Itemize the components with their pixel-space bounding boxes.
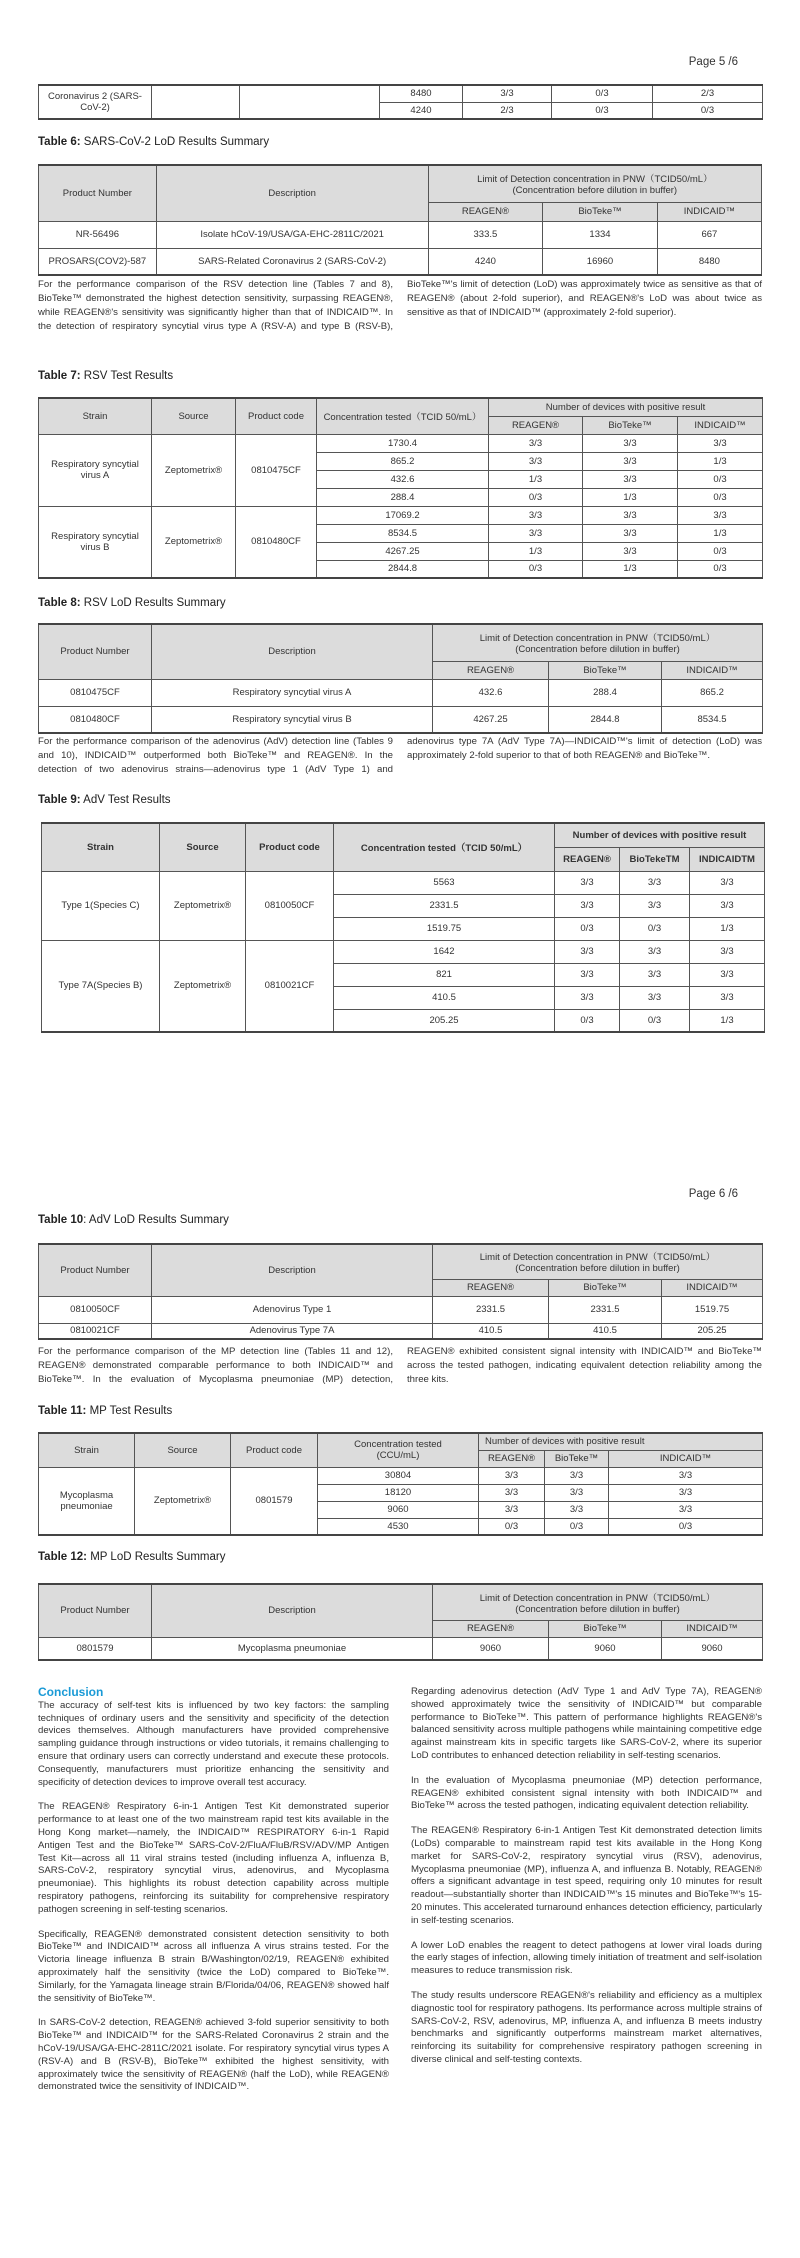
code-cell: 0810021CF — [246, 940, 334, 1032]
bioteke-cell: 3/3 — [620, 871, 690, 894]
reagen-cell: 0/3 — [489, 488, 583, 506]
header-reagen: REAGEN® — [428, 202, 543, 221]
indicaid-cell: 8480 — [657, 248, 761, 275]
header-bioteke: BioTeke™ — [543, 202, 658, 221]
caption-text: AdV Test Results — [80, 794, 171, 806]
source-cell: Zeptometrix® — [160, 871, 246, 940]
bioteke-cell: 0/3 — [620, 1009, 690, 1032]
reagen-cell: 2331.5 — [433, 1296, 549, 1323]
conc-cell: 8480 — [380, 85, 463, 102]
rsv-comparison-paragraph: For the performance comparison of the RSV detection line (Tables 7 and 8), BioTeke™ demonstrated the highest detection sensitivity, surpassing REAGEN®, while REAGEN®'s sensitivity was significantly higher than that of INDICAID™. In the detection of respiratory syncytial virus type A (RSV-A) and type B (RSV-B), BioTeke™'s limit of detection (LoD) was approximately twice as sensitive as that of REAGEN® (about 2-fold superior), and REAGEN®'s LoD was about twice as sensitive as that of INDICAID™ (approximately 2-fold superior). — [38, 279, 762, 332]
lod-line1: Limit of Detection concentration in PNW（TCID50/mL） — [479, 1592, 716, 1604]
source-cell: Zeptometrix® — [152, 434, 236, 506]
reagen-cell: 432.6 — [433, 679, 549, 706]
bioteke-cell: 288.4 — [549, 679, 662, 706]
header-lod — [428, 165, 761, 202]
reagen-cell: 3/3 — [479, 1484, 545, 1501]
reagen-cell: 3/3 — [555, 986, 620, 1009]
header-lod — [433, 624, 763, 661]
conclusion-paragraph: The accuracy of self-test kits is influenced by two key factors: the sampling techniques of ordinary users and the sensitivity and specificity of the detection devices themselves. Although manufacturers have provided comprehensive sampling guidance through instructions or video tutorials, it remains challenging to ensure that ordinary users can correctly understand and execute these protocols. Consequently, manufacturers must prioritize enhancing the sensitivity and specificity of detection devices to improve overall test accuracy. — [38, 1699, 389, 1788]
bioteke-cell: 1/3 — [583, 488, 678, 506]
bioteke-cell: 0/3 — [620, 917, 690, 940]
indicaid-cell: 3/3 — [609, 1467, 763, 1484]
conclusion-paragraph: In SARS-CoV-2 detection, REAGEN® achieved 3-fold superior sensitivity to both BioTeke™ and INDICAID™ for the SARS-Related Coronavirus 2 strain and the hCoV-19/USA/GA-EHC-2811C/2021 isolate. For respiratory syncytial virus types A (RSV-A) and B (RSV-B), BioTeke™ exhibited the highest sensitivity, with approximately twice the sensitivity of REAGEN® (half the LoD), while REAGEN® demonstrated twice the sensitivity of INDICAID™. — [38, 2017, 389, 2093]
table-8-caption — [38, 597, 226, 609]
indicaid-cell: 3/3 — [690, 940, 765, 963]
reagen-cell: 0/3 — [555, 917, 620, 940]
bioteke-cell: 3/3 — [583, 506, 678, 524]
header-product-number: Product Number — [39, 1584, 152, 1637]
conc-cell: 1730.4 — [317, 434, 489, 452]
header-product-code: Product code — [236, 398, 317, 434]
reagen-cell: 0/3 — [555, 1009, 620, 1032]
page-number: Page 6 /6 — [688, 1188, 738, 1200]
reagen-cell: 410.5 — [433, 1323, 549, 1339]
bioteke-cell: 2844.8 — [549, 706, 662, 733]
bioteke-cell: 1/3 — [583, 560, 678, 578]
code-cell: 0810050CF — [246, 871, 334, 940]
header-bioteke: BioTeke™ — [549, 1279, 662, 1296]
header-indicaid: INDICAID™ — [662, 1279, 763, 1296]
code-cell — [240, 85, 380, 119]
header-reagen: REAGEN® — [555, 847, 620, 871]
description-cell: Respiratory syncytial virus A — [152, 679, 433, 706]
reagen-cell: 3/3 — [489, 452, 583, 470]
header-product-code: Product code — [231, 1433, 318, 1467]
table-12 — [38, 1583, 763, 1661]
indicaid-cell: 8534.5 — [662, 706, 763, 733]
conclusion-paragraph: Specifically, REAGEN® demonstrated consistent detection sensitivity to both BioTeke™ and INDICAID™ across all influenza A virus strains tested. For the Victoria lineage influenza B strain B/Washington/02/19, REAGEN® exhibited approximately half the sensitivity (twice the LoD) compared to BioTeke™. Similarly, for the Yamagata lineage strain B/Florida/04/06, REAGEN® showed half the sensitivity of BioTeke™. — [38, 1928, 389, 2004]
conc-cell: 9060 — [318, 1501, 479, 1518]
header-reagen: REAGEN® — [479, 1450, 545, 1467]
strain-cell: Type 1(Species C) — [42, 871, 160, 940]
strain-cell: Coronavirus 2 (SARS-CoV-2) — [39, 85, 152, 119]
bioteke-cell: 3/3 — [545, 1484, 609, 1501]
product-cell: 0810480CF — [39, 706, 152, 733]
bioteke-cell: 410.5 — [549, 1323, 662, 1339]
table-11 — [38, 1432, 763, 1536]
indicaid-cell: 667 — [657, 221, 761, 248]
bioteke-cell: 3/3 — [583, 524, 678, 542]
table-7 — [38, 397, 763, 579]
reagen-cell: 4267.25 — [433, 706, 549, 733]
caption-label: Table 12: — [38, 1551, 87, 1563]
table-7-caption — [38, 370, 173, 382]
reagen-cell: 3/3 — [479, 1467, 545, 1484]
header-description: Description — [152, 1244, 433, 1296]
bioteke-cell: 1334 — [543, 221, 658, 248]
conc-cell: 410.5 — [334, 986, 555, 1009]
lod-line1: Limit of Detection concentration in PNW（TCID50/mL） — [477, 174, 713, 186]
product-cell: PROSARS(COV2)-587 — [39, 248, 157, 275]
product-cell: NR-56496 — [39, 221, 157, 248]
header-indicaid: INDICAID™ — [662, 661, 763, 679]
header-strain: Strain — [39, 1433, 135, 1467]
header-source: Source — [160, 823, 246, 871]
reagen-cell: 1/3 — [489, 470, 583, 488]
conc-cell: 1642 — [334, 940, 555, 963]
table-9 — [41, 822, 765, 1033]
table-12-caption — [38, 1551, 225, 1563]
header-positive: Number of devices with positive result — [489, 398, 763, 416]
table-8 — [38, 623, 763, 734]
table-5-continued — [38, 84, 763, 120]
indicaid-cell: 0/3 — [653, 102, 763, 119]
header-product-number: Product Number — [39, 165, 157, 221]
caption-text: SARS-CoV-2 LoD Results Summary — [80, 136, 270, 148]
conc-line2: (CCU/mL) — [376, 1450, 420, 1462]
strain-cell: Type 7A(Species B) — [42, 940, 160, 1032]
table-row — [39, 1467, 763, 1484]
conclusion-paragraph: A lower LoD enables the reagent to detect pathogens at lower viral loads during the early stages of infection, allowing timely initiation of treatment and self-isolation measures to reduce transmission risk. — [411, 1939, 762, 1977]
bioteke-cell: 3/3 — [620, 963, 690, 986]
header-description: Description — [152, 624, 433, 679]
indicaid-cell: 3/3 — [690, 871, 765, 894]
conclusion-paragraph: The study results underscore REAGEN®'s reliability and efficiency as a multiplex diagnostic tool for respiratory pathogens. Its performance across multiple strains of SARS-CoV-2, RSV, adenovirus, MP, influenza A, and influenza B meets industry benchmarks and significantly outperforms mainstream market alternatives, reinforcing its suitability for comprehensive respiratory pathogen screening in diverse clinical and self-testing contexts. — [411, 1989, 762, 2065]
reagen-cell: 3/3 — [555, 871, 620, 894]
mp-comparison-paragraph: For the performance comparison of the MP detection line (Tables 11 and 12), REAGEN® demonstrated comparable performance to both INDICAID™ and BioTeke™. In the evaluation of Mycoplasma pneumoniae (MP) detection, REAGEN® exhibited consistent signal intensity with INDICAID™ and BioTeke™ across the tested pathogen, indicating equivalent detection reliability among the three kits. — [38, 1346, 762, 1385]
description-cell: Isolate hCoV-19/USA/GA-EHC-2811C/2021 — [156, 221, 428, 248]
reagen-cell: 1/3 — [489, 542, 583, 560]
header-reagen: REAGEN® — [433, 1279, 549, 1296]
header-lod — [433, 1584, 763, 1620]
strain-cell: Mycoplasma pneumoniae — [39, 1467, 135, 1535]
reagen-cell: 0/3 — [479, 1518, 545, 1535]
bioteke-cell: 3/3 — [620, 894, 690, 917]
bioteke-cell: 3/3 — [583, 542, 678, 560]
indicaid-cell: 3/3 — [609, 1501, 763, 1518]
description-cell: Adenovirus Type 1 — [152, 1296, 433, 1323]
table-10-caption — [38, 1214, 229, 1226]
table-row — [39, 679, 763, 706]
indicaid-cell: 2/3 — [653, 85, 763, 102]
caption-label: Table 11: — [38, 1405, 87, 1417]
table-row — [39, 434, 763, 452]
indicaid-cell: 1/3 — [678, 524, 763, 542]
table-row — [39, 85, 763, 102]
header-positive: Number of devices with positive result — [479, 1433, 763, 1450]
lod-line1: Limit of Detection concentration in PNW（TCID50/mL） — [479, 1252, 716, 1264]
source-cell: Zeptometrix® — [135, 1467, 231, 1535]
product-cell: 0810475CF — [39, 679, 152, 706]
reagen-cell: 333.5 — [428, 221, 543, 248]
bioteke-cell: 16960 — [543, 248, 658, 275]
indicaid-cell: 0/3 — [678, 542, 763, 560]
indicaid-cell: 0/3 — [609, 1518, 763, 1535]
conclusion-paragraph: The REAGEN® Respiratory 6-in-1 Antigen Test Kit demonstrated detection limits (LoDs) comparable to mainstream rapid test kits available in the Hong Kong market for SARS-CoV-2, respiratory syncytial virus (RSV), adenovirus, Mycoplasma pneumoniae (MP), influenza A, and influenza B. Notably, REAGEN® offers a significant advantage in test speed, requiring only 10 minutes for result readout—substantially shorter than INDICAID™'s 15 minutes and BioTeke™'s 15-20 minutes. This accelerated turnaround enhances detection efficiency, particularly in self-testing scenarios. — [411, 1825, 762, 1926]
indicaid-cell: 3/3 — [678, 434, 763, 452]
bioteke-cell: 0/3 — [552, 102, 653, 119]
conc-cell: 821 — [334, 963, 555, 986]
bioteke-cell: 3/3 — [545, 1501, 609, 1518]
code-cell: 0801579 — [231, 1467, 318, 1535]
bioteke-cell: 3/3 — [583, 452, 678, 470]
conc-cell: 5563 — [334, 871, 555, 894]
conc-cell: 432.6 — [317, 470, 489, 488]
header-product-number: Product Number — [39, 1244, 152, 1296]
indicaid-cell: 0/3 — [678, 470, 763, 488]
description-cell: SARS-Related Coronavirus 2 (SARS-CoV-2) — [156, 248, 428, 275]
conclusion-paragraph: Regarding adenovirus detection (AdV Type 1 and AdV Type 7A), REAGEN® showed approximately twice the sensitivity of INDICAID™ but comparable performance to BioTeke™. This pattern of performance highlights REAGEN®'s balanced sensitivity across multiple pathogens while maintaining competitive edge against mainstream kits in specific targets like SARS-CoV-2, where its superior LoD contributes to enhanced detection reliability in self-testing scenarios. — [411, 1686, 762, 1761]
description-cell: Adenovirus Type 7A — [152, 1323, 433, 1339]
reagen-cell: 3/3 — [489, 506, 583, 524]
table-6 — [38, 164, 762, 276]
header-concentration — [318, 1433, 479, 1467]
caption-text: : AdV LoD Results Summary — [83, 1214, 229, 1226]
indicaid-cell: 1/3 — [690, 917, 765, 940]
reagen-cell: 9060 — [433, 1637, 549, 1660]
header-indicaid: INDICAID™ — [662, 1620, 763, 1637]
header-indicaid: INDICAID™ — [657, 202, 761, 221]
indicaid-cell: 3/3 — [690, 986, 765, 1009]
header-source: Source — [135, 1433, 231, 1467]
header-reagen: REAGEN® — [433, 661, 549, 679]
header-strain: Strain — [39, 398, 152, 434]
indicaid-cell: 3/3 — [609, 1484, 763, 1501]
conc-cell: 4530 — [318, 1518, 479, 1535]
caption-text: MP Test Results — [86, 1405, 173, 1417]
conc-cell: 30804 — [318, 1467, 479, 1484]
header-bioteke: BioTeke™ — [583, 416, 678, 434]
lod-line2: (Concentration before dilution in buffer) — [515, 644, 680, 656]
lod-line2: (Concentration before dilution in buffer) — [512, 185, 678, 197]
code-cell: 0810480CF — [236, 506, 317, 578]
conclusion-section — [38, 1686, 762, 2094]
header-indicaid: INDICAID™ — [678, 416, 763, 434]
indicaid-cell: 0/3 — [678, 560, 763, 578]
conc-cell: 205.25 — [334, 1009, 555, 1032]
caption-text: MP LoD Results Summary — [87, 1551, 226, 1563]
header-bioteke: BioTekeTM — [620, 847, 690, 871]
table-10 — [38, 1243, 763, 1340]
reagen-cell: 3/3 — [555, 963, 620, 986]
source-cell — [152, 85, 240, 119]
header-product-number: Product Number — [39, 624, 152, 679]
header-concentration: Concentration tested（TCID 50/mL） — [317, 398, 489, 434]
reagen-cell: 3/3 — [555, 940, 620, 963]
table-9-caption — [38, 794, 171, 806]
indicaid-cell: 1/3 — [690, 1009, 765, 1032]
bioteke-cell: 0/3 — [552, 85, 653, 102]
bioteke-cell: 3/3 — [620, 940, 690, 963]
conc-line1: Concentration tested — [354, 1439, 442, 1451]
header-bioteke: BioTeke™ — [545, 1450, 609, 1467]
table-row — [39, 1637, 763, 1660]
conc-cell: 1519.75 — [334, 917, 555, 940]
conc-cell: 288.4 — [317, 488, 489, 506]
conc-cell: 865.2 — [317, 452, 489, 470]
conc-cell: 2331.5 — [334, 894, 555, 917]
caption-label: Table 10 — [38, 1214, 84, 1226]
caption-text: RSV Test Results — [80, 370, 174, 382]
reagen-cell: 3/3 — [555, 894, 620, 917]
header-bioteke: BioTeke™ — [549, 1620, 662, 1637]
header-concentration: Concentration tested（TCID 50/mL） — [334, 823, 555, 871]
table-row — [39, 506, 763, 524]
reagen-cell: 3/3 — [479, 1501, 545, 1518]
header-indicaid: INDICAIDTM — [690, 847, 765, 871]
code-cell: 0810475CF — [236, 434, 317, 506]
source-cell: Zeptometrix® — [160, 940, 246, 1032]
header-source: Source — [152, 398, 236, 434]
conclusion-paragraph: The REAGEN® Respiratory 6-in-1 Antigen Test Kit demonstrated superior performance to at least one of the two mainstream rapid test kits available in the Hong Kong market—namely, the INDICAID™ RESPIRATORY 6-in-1 Rapid Antigen Test and the BioTeke™ SARS-CoV-2/FluA/FluB/RSV/ADV/MP Antigen Test Kit—across all 11 viral strains tested (including influenza A, influenza B, SARS-CoV-2, respiratory syncytial virus, adenovirus, and Mycoplasma pneumoniae). This highlights its robust detection capability across multiple respiratory pathogens, reinforcing its suitability for comprehensive respiratory pathogen screening in self-testing scenarios. — [38, 1801, 389, 1915]
lod-line2: (Concentration before dilution in buffer) — [515, 1263, 680, 1275]
page-number: Page 5 /6 — [688, 56, 738, 68]
description-cell: Mycoplasma pneumoniae — [152, 1637, 433, 1660]
reagen-cell: 4240 — [428, 248, 543, 275]
indicaid-cell: 1/3 — [678, 452, 763, 470]
conc-cell: 4240 — [380, 102, 463, 119]
indicaid-cell: 3/3 — [690, 963, 765, 986]
strain-cell: Respiratory syncytial virus A — [39, 434, 152, 506]
header-description: Description — [156, 165, 428, 221]
conc-cell: 17069.2 — [317, 506, 489, 524]
reagen-cell: 2/3 — [463, 102, 552, 119]
bioteke-cell: 3/3 — [583, 434, 678, 452]
indicaid-cell: 9060 — [662, 1637, 763, 1660]
product-cell: 0810021CF — [39, 1323, 152, 1339]
bioteke-cell: 3/3 — [545, 1467, 609, 1484]
header-product-code: Product code — [246, 823, 334, 871]
indicaid-cell: 3/3 — [690, 894, 765, 917]
caption-label: Table 6: — [38, 136, 81, 148]
bioteke-cell: 9060 — [549, 1637, 662, 1660]
reagen-cell: 3/3 — [489, 524, 583, 542]
table-row — [39, 1323, 763, 1339]
description-cell: Respiratory syncytial virus B — [152, 706, 433, 733]
header-description: Description — [152, 1584, 433, 1637]
indicaid-cell: 0/3 — [678, 488, 763, 506]
table-row — [39, 248, 762, 275]
reagen-cell: 3/3 — [489, 434, 583, 452]
reagen-cell: 0/3 — [489, 560, 583, 578]
conc-cell: 8534.5 — [317, 524, 489, 542]
table-6-caption — [38, 136, 269, 148]
indicaid-cell: 3/3 — [678, 506, 763, 524]
bioteke-cell: 0/3 — [545, 1518, 609, 1535]
adv-comparison-paragraph: For the performance comparison of the adenovirus (AdV) detection line (Tables 9 and 10), INDICAID™ outperformed both BioTeke™ and REAGEN®. In the detection of two adenovirus strains—adenovirus type 1 (AdV Type 1) and adenovirus type 7A (AdV Type 7A)—INDICAID™'s limit of detection (LoD) was approximately 2-fold superior to that of both REAGEN® and BioTeke™. — [38, 736, 762, 775]
bioteke-cell: 3/3 — [583, 470, 678, 488]
bioteke-cell: 3/3 — [620, 986, 690, 1009]
conclusion-paragraph: In the evaluation of Mycoplasma pneumoniae (MP) detection performance, REAGEN® exhibited consistent signal intensity with both INDICAID™ and BioTeke™ across the tested pathogen, indicating equivalent detection reliability. — [411, 1774, 762, 1812]
product-cell: 0801579 — [39, 1637, 152, 1660]
table-row — [42, 940, 765, 963]
header-indicaid: INDICAID™ — [609, 1450, 763, 1467]
table-row — [39, 706, 763, 733]
caption-text: RSV LoD Results Summary — [80, 597, 226, 609]
caption-label: Table 8: — [38, 597, 81, 609]
bioteke-cell: 2331.5 — [549, 1296, 662, 1323]
table-11-caption — [38, 1405, 172, 1417]
header-reagen: REAGEN® — [433, 1620, 549, 1637]
product-cell: 0810050CF — [39, 1296, 152, 1323]
header-positive: Number of devices with positive result — [555, 823, 765, 847]
table-row — [42, 871, 765, 894]
header-lod — [433, 1244, 763, 1279]
header-bioteke: BioTeke™ — [549, 661, 662, 679]
caption-label: Table 7: — [38, 370, 81, 382]
header-strain: Strain — [42, 823, 160, 871]
table-row — [39, 221, 762, 248]
lod-line2: (Concentration before dilution in buffer) — [515, 1603, 680, 1615]
indicaid-cell: 1519.75 — [662, 1296, 763, 1323]
header-reagen: REAGEN® — [489, 416, 583, 434]
caption-label: Table 9: — [38, 794, 81, 806]
source-cell: Zeptometrix® — [152, 506, 236, 578]
indicaid-cell: 205.25 — [662, 1323, 763, 1339]
conclusion-heading: Conclusion — [38, 1685, 104, 1699]
conc-cell: 2844.8 — [317, 560, 489, 578]
lod-line1: Limit of Detection concentration in PNW（TCID50/mL） — [479, 633, 716, 645]
conc-cell: 18120 — [318, 1484, 479, 1501]
strain-cell: Respiratory syncytial virus B — [39, 506, 152, 578]
conc-cell: 4267.25 — [317, 542, 489, 560]
table-row — [39, 1296, 763, 1323]
reagen-cell: 3/3 — [463, 85, 552, 102]
indicaid-cell: 865.2 — [662, 679, 763, 706]
